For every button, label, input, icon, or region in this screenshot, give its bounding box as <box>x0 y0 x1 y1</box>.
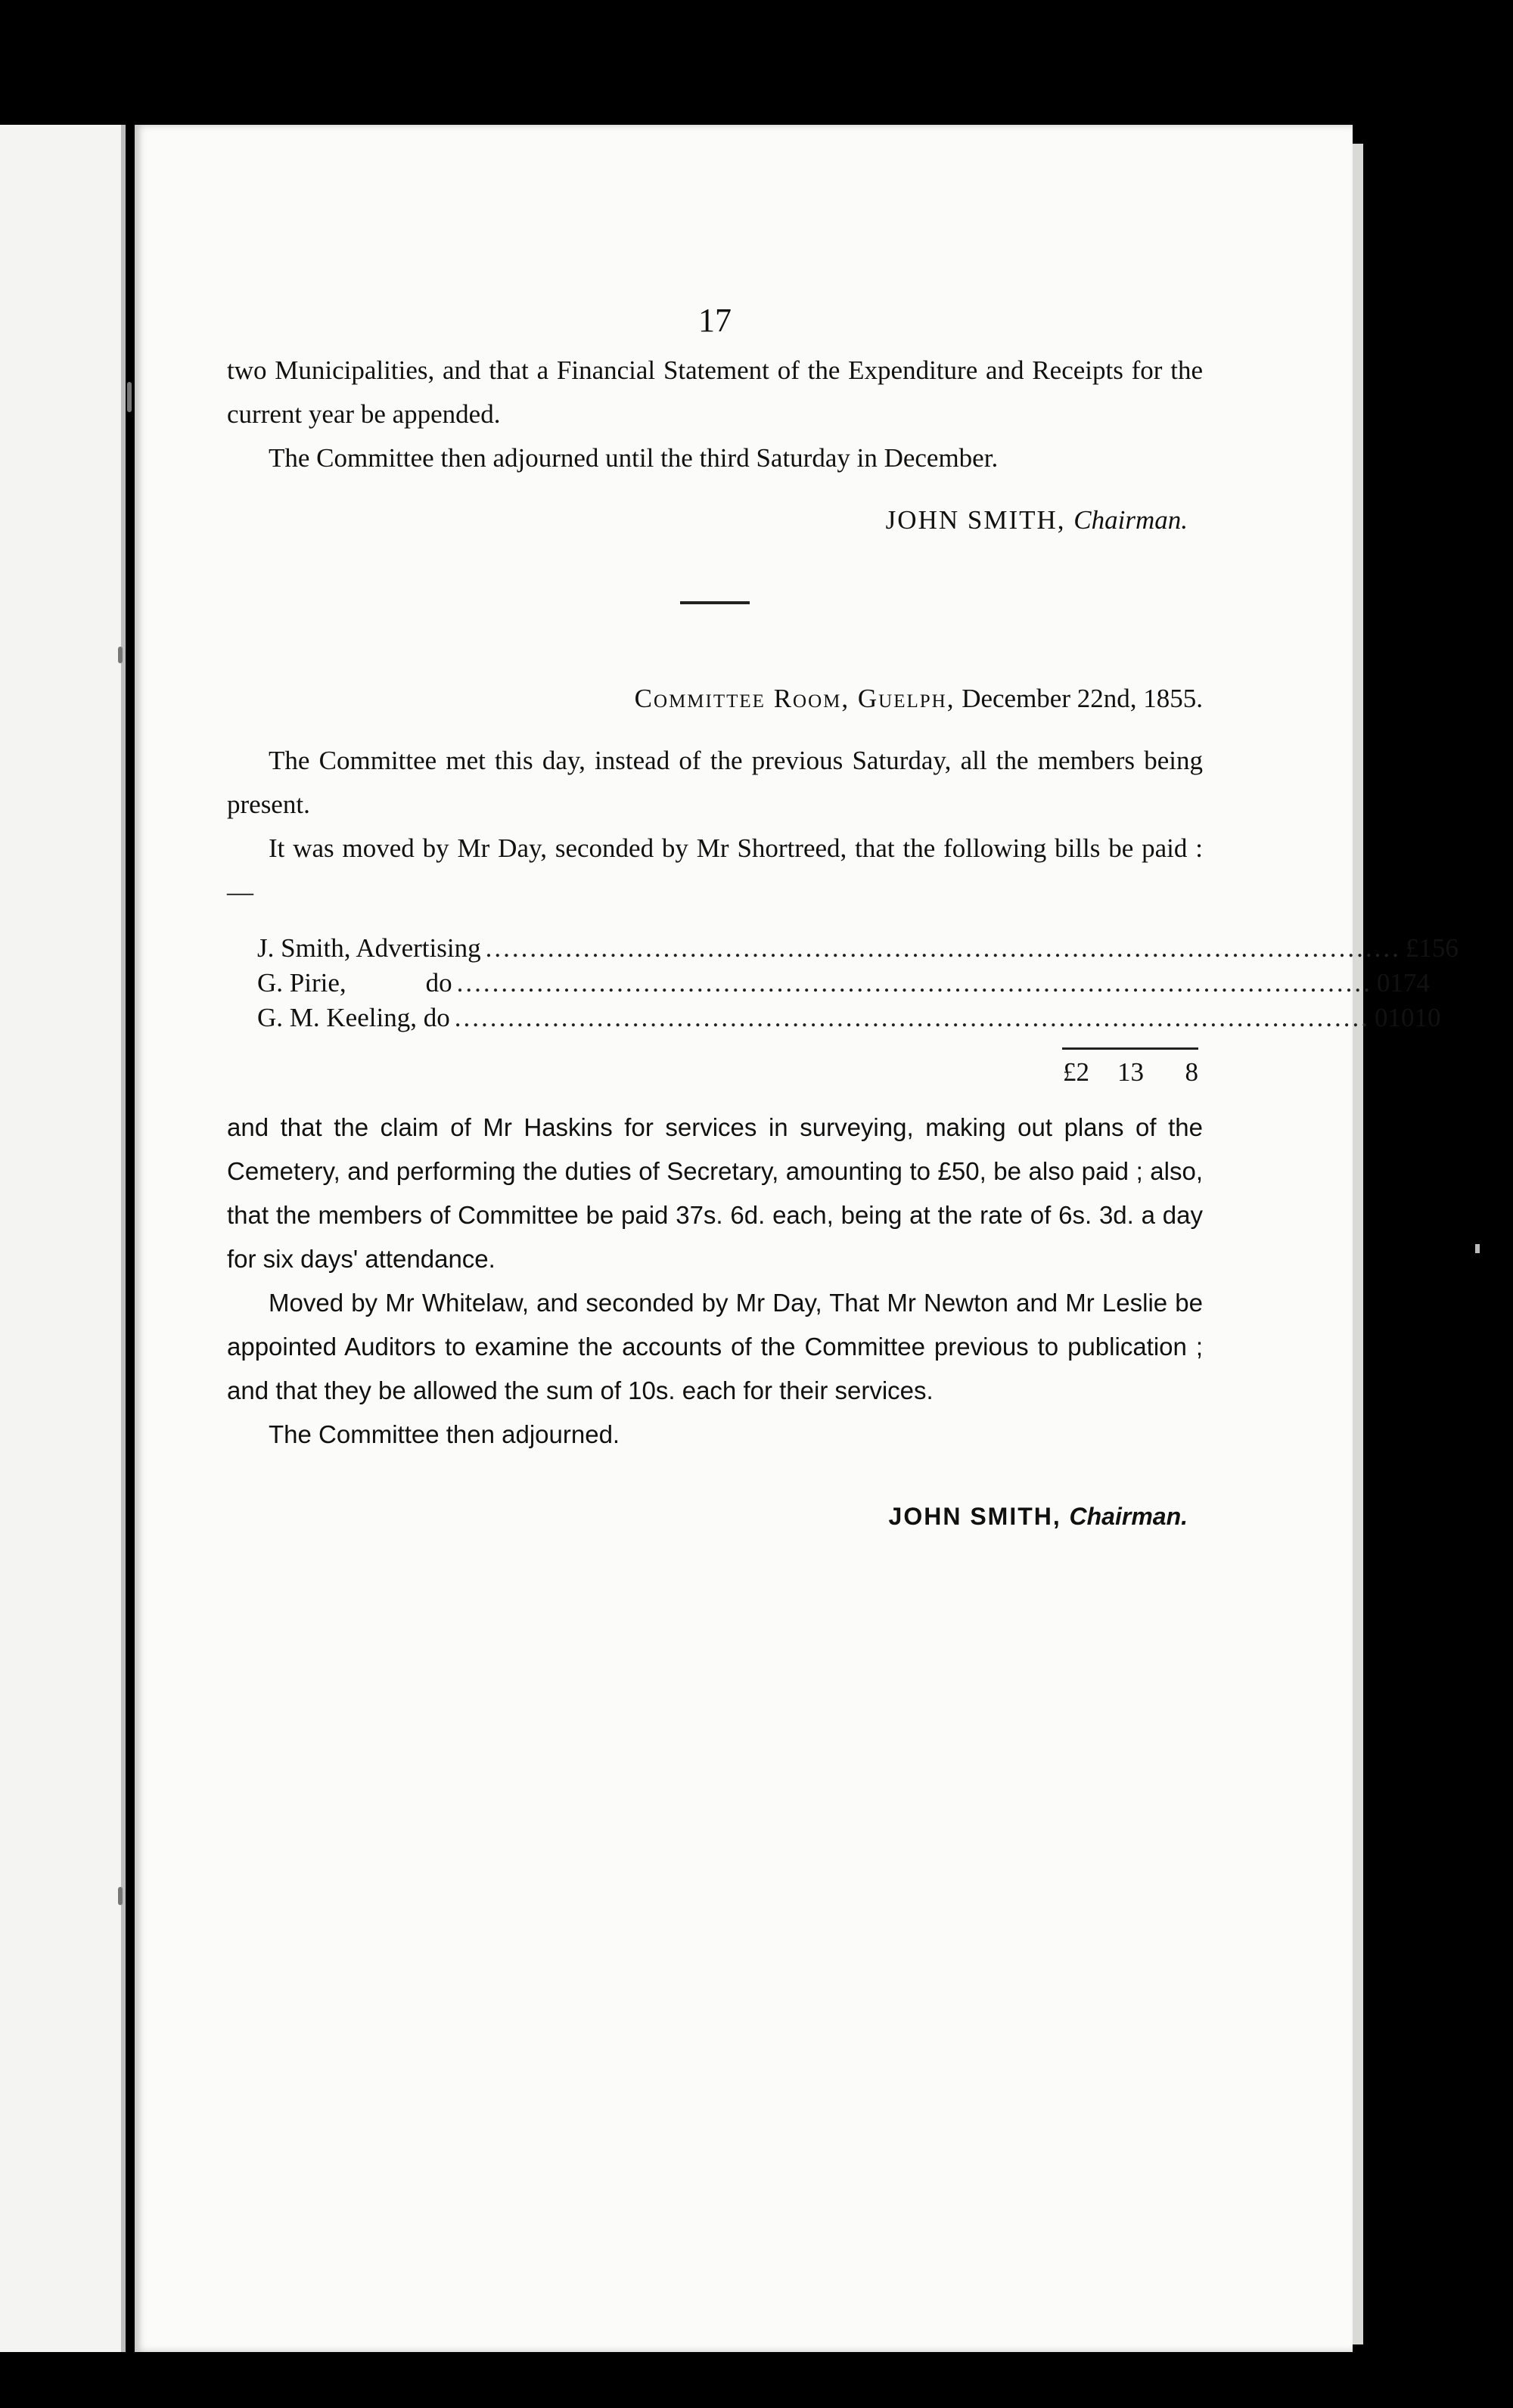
total-pence: 8 <box>1185 1057 1198 1087</box>
bills-table <box>257 931 1459 1095</box>
page-edge-mark <box>118 1887 123 1905</box>
bill-pounds: £1 <box>1405 933 1432 963</box>
total-shillings: 13 <box>1117 1057 1144 1087</box>
continuation-paragraph: two Municipalities, and that a Financial Statement of the Expenditure and Receipts for the current year be appended. <box>227 355 1203 429</box>
page-content <box>227 299 1459 1538</box>
left-page <box>0 125 126 2352</box>
section-divider <box>680 601 750 604</box>
adjourned-paragraph: The Committee then adjourned until the third Saturday in December. <box>269 443 999 473</box>
heading-date: December 22nd, 1855. <box>962 684 1203 713</box>
bill-pence: 4 <box>1416 968 1430 998</box>
bill-shillings: 5 <box>1431 933 1446 963</box>
page-number: 17 <box>698 302 732 339</box>
total-pounds: £2 <box>1063 1057 1089 1087</box>
meeting-heading <box>227 677 1203 721</box>
page-edge <box>1353 144 1363 2344</box>
claim-paragraph: and that the claim of Mr Haskins for services in surveying, making out plans of the Cemetery, and performing the duties of Secretary, amounting to £50, be also paid ; also, that the members of Committee be paid 37s. 6d. each, being at the rate of 6s. 3d. a day for six days' attendance. <box>227 1113 1203 1273</box>
stray-mark <box>1475 1244 1480 1253</box>
page-edge-mark <box>127 382 132 412</box>
auditors-paragraph: Moved by Mr Whitelaw, and seconded by Mr Day, That Mr Newton and Mr Leslie be appointed Auditors to examine the accounts of the Committee previous to publication ; and that they be allowed the sum of 10s. each for their services. <box>227 1289 1203 1404</box>
leader-dots: ....................................................................................................... <box>456 968 1372 998</box>
bill-name: G. Pirie, do <box>257 968 452 998</box>
bill-pounds: 0 <box>1374 1003 1388 1032</box>
bill-name: G. M. Keeling, do <box>257 1003 450 1032</box>
heading-place: Committee Room, Guelph, <box>634 684 955 713</box>
bill-row <box>257 1001 1441 1035</box>
page-edge-mark <box>118 647 123 663</box>
bill-pence: 6 <box>1445 933 1459 963</box>
leader-dots: ....................................................................................................... <box>485 933 1401 963</box>
final-adjourned-paragraph: The Committee then adjourned. <box>269 1420 620 1448</box>
closing-signature <box>227 1494 1203 1538</box>
bill-row <box>257 966 1430 1001</box>
bill-row <box>257 931 1459 966</box>
bill-name: J. Smith, Advertising <box>257 933 481 963</box>
bill-shillings: 17 <box>1390 968 1417 998</box>
signature-title: Chairman. <box>1073 505 1188 535</box>
signature-name: JOHN SMITH, <box>885 505 1066 535</box>
signature-name: JOHN SMITH, <box>888 1503 1061 1530</box>
bill-shillings: 10 <box>1387 1003 1415 1032</box>
bill-pounds: 0 <box>1376 968 1390 998</box>
meeting-paragraph: The Committee met this day, instead of the previous Saturday, all the members being present. <box>227 746 1203 819</box>
leader-dots: ....................................................................................................... <box>454 1003 1370 1032</box>
signature-title: Chairman. <box>1069 1503 1188 1530</box>
bills-total <box>257 1050 1203 1095</box>
signature <box>227 498 1203 542</box>
bill-pence: 10 <box>1414 1003 1441 1032</box>
motion-paragraph: It was moved by Mr Day, seconded by Mr Shortreed, that the following bills be paid : — <box>227 833 1203 907</box>
